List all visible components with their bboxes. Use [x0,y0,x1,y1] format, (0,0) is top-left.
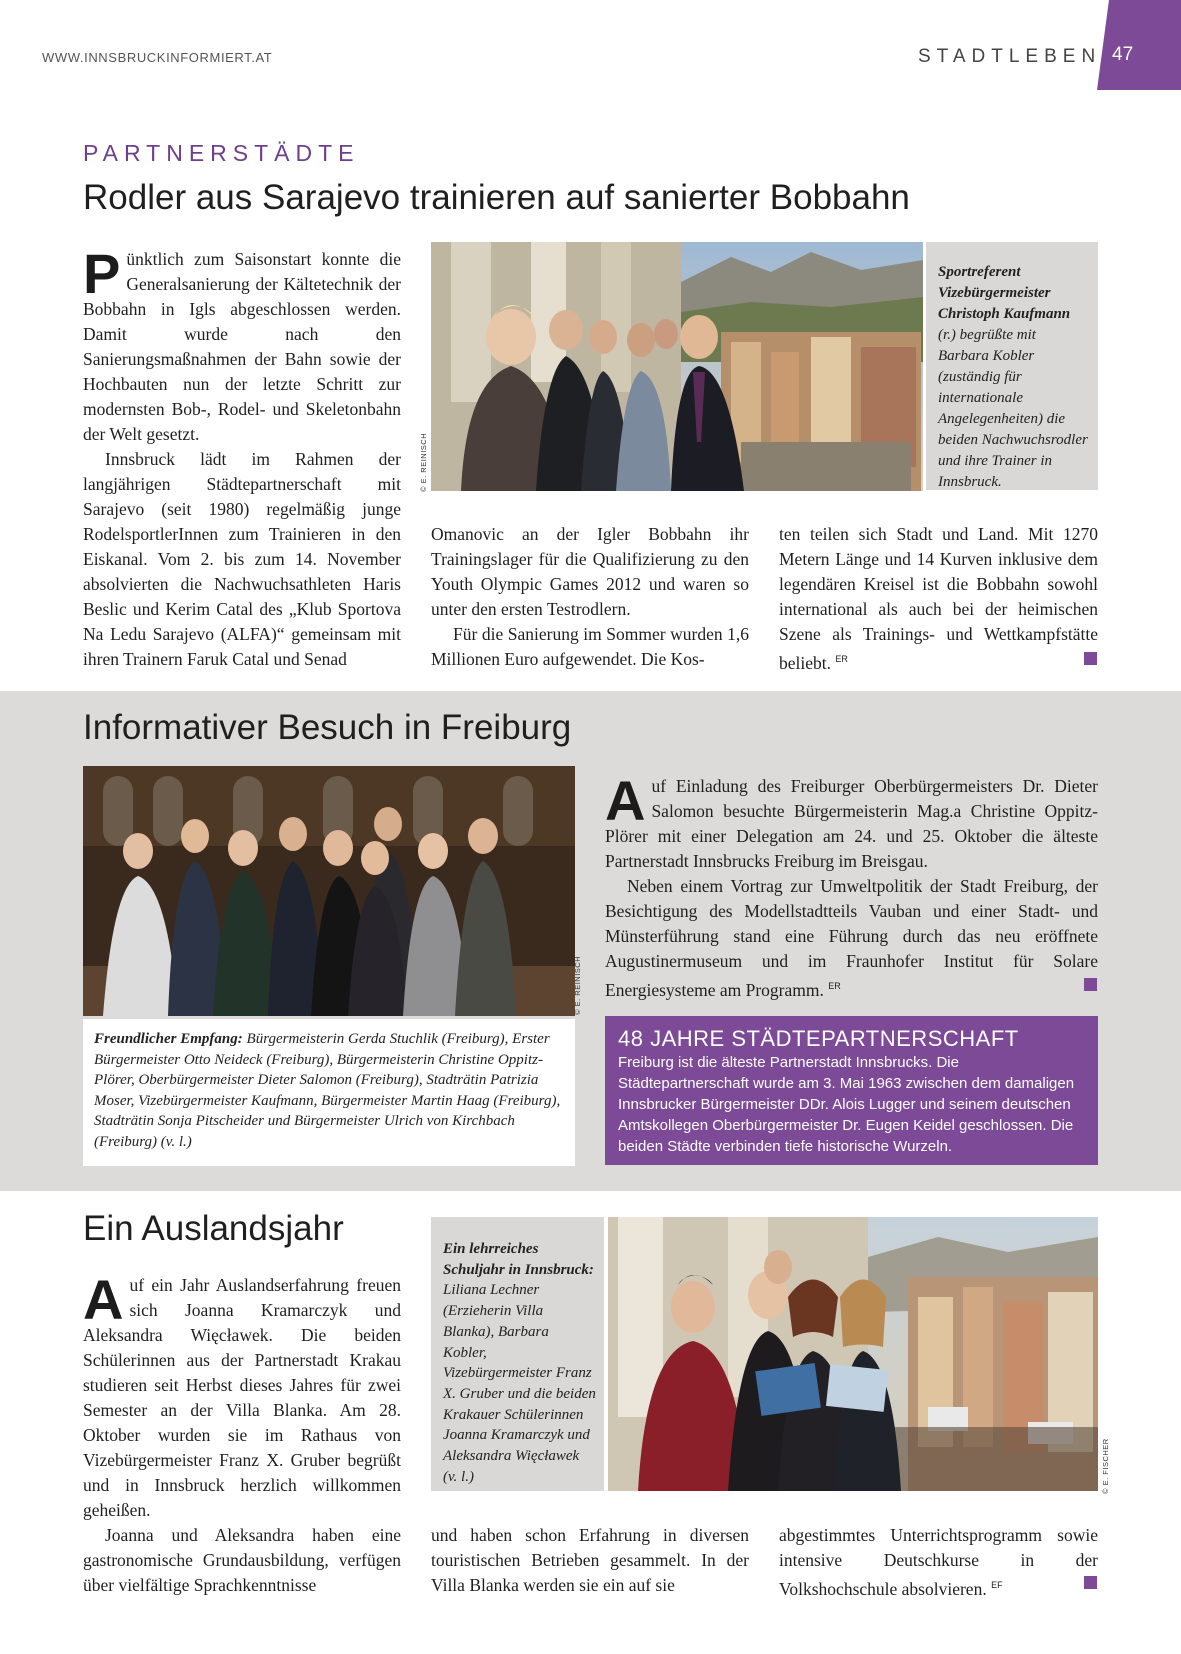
caption-box [431,1217,604,1491]
article3-paragraph-1: uf ein Jahr Auslandserfahrung freuen sich Joanna Kramarczyk und Aleksandra Więcławek. Die beiden Schülerinnen aus der Partnerstadt Krakau studieren seit Herbst dieses Jahres für zwei Semester an der Villa Blanka. Am 28. Oktober wurden sie im Rathaus von Vizebürgermeister Franz X. Gruber begrüßt und in Innsbruck herzlich willkommen geheißen. [83,1275,401,1520]
caption-text: Bürgermeisterin Gerda Stuchlik (Freiburg), Erster Bürgermeister Otto Neideck (Freiburg), Bürgermeisterin Christine Oppitz-Plörer, Oberbürgermeister Dieter Salomon (Freiburg), Stadträtin Patrizia Moser, Vizebürgermeister Kaufmann, Bürgermeister Martin Haag (Freiburg), Stadträtin Sonja Pitscheider und Bürgermeister Ulrich von Kirchbach (Freiburg) (v. l.) [94,1031,561,1150]
freiburg-group-photo [83,766,575,1016]
caption-bold: Ein lehrreiches Schuljahr in Innsbruck: [443,1241,594,1278]
headline: Informativer Besuch in Freiburg [83,708,572,747]
info-box-title: 48 JAHRE STÄDTEPARTNERSCHAFT [618,1026,1019,1051]
article1-paragraph-4: Für die Sanierung im Sommer wurden 1,6 Millionen Euro aufgewendet. Die Kos- [431,624,749,669]
article1-paragraph-2: Innsbruck lädt im Rahmen der langjährigen Städtepartnerschaft mit Sarajevo (seit 1980) regelmäßig junge RodelsportlerInnen zum Trainieren in den Eiskanal. Vom 2. bis zum 14. November absolvierten die Nachwuchsathleten Haris Beslic und Kerim Catal des „Klub Sportova Na Ledu Sarajevo (ALFA)“ gemeinsam mit ihren Trainern Faruk Catal und Senad [83,449,401,669]
caption-text: Liliana Lechner (Erzieherin Villa Blanka), Barbara Kobler, Vizebürgermeister Franz X. Gruber und die beiden Krakauer Schülerinnen Joanna Kramarczyk und Aleksandra Więcławek (v. l.) [443,1282,596,1485]
end-mark [1084,1576,1097,1589]
author-sign: ER [835,654,848,664]
article1-column-3 [779,522,1098,676]
photo-credit: © E. REINISCH [419,432,428,492]
page-tab [1097,0,1181,90]
site-url: WWW.INNSBRUCKINFORMIERT.AT [42,50,273,65]
caption-box [926,242,1098,490]
article1-column-2 [431,522,749,672]
author-sign: EF [991,1580,1003,1590]
end-mark [1084,978,1097,991]
article3-column-1 [83,1268,401,1598]
article1-paragraph-1: ünktlich zum Saisonstart konnte die Generalsanierung der Kältetechnik der Bobbahn in Igls abgeschlossen werden. Damit wurde nach den Sanierungsmaßnahmen der Bahn sowie der Hochbauten nun der letzte Schritt zur modernsten Bob-, Rodel- und Skeletonbahn der Welt gesetzt. [83,249,401,444]
article3-paragraph-3: und haben schon Erfahrung in diversen touristischen Betrieben gesammelt. In der Villa Blanka werden sie ein auf sie [431,1525,749,1595]
photo-caption [926,242,1098,493]
article2-paragraph-1: uf Einladung des Freiburger Oberbürgermeisters Dr. Dieter Salomon besuchte Bürgermeisterin Mag.a Christine Oppitz-Plörer mit einer Delegation am 24. und 25. Oktober die älteste Partnerstadt Innsbrucks Freiburg im Breisgau. [605,776,1098,871]
photo-caption [83,1019,575,1152]
article3-column-2 [431,1523,749,1598]
headline: Rodler aus Sarajevo trainieren auf sanierter Bobbahn [83,178,910,217]
caption-box [83,1019,575,1166]
bobbahn-group-photo [431,242,923,491]
article2-body [605,769,1098,1003]
article1-paragraph-3: Omanovic an der Igler Bobbahn ihr Trainingslager für die Qualifizierung zu den Youth Olympic Games 2012 und waren so unter den ersten Testrodlern. [431,524,749,619]
article2-paragraph-2: Neben einem Vortrag zur Umweltpolitik der Stadt Freiburg, der Besichtigung des Modellstadtteils Vauban und einer Stadt- und Münsterführung stand eine Führung durch das neu eröffnete Augustinermuseum und im Fraunhofer Institut für Solare Energiesysteme am Programm. [605,876,1098,1000]
info-box-text: Freiburg ist die älteste Partnerstadt Innsbrucks. Die Städtepartnerschaft wurde am 3. Mai 1963 zwischen dem damaligen Innsbrucker Bürgermeister DDr. Alois Lugger und seinem deutschen Amtskollegen Oberbürgermeister Dr. Eugen Keidel geschlossen. Die beiden Städte verbinden tiefe historische Wurzeln. [618,1054,1075,1155]
dropcap: A [83,1268,124,1331]
article3-paragraph-4: abgestimmtes Unterrichtsprogramm sowie intensive Deutschkurse in der Volkshochschule absolvieren. [779,1525,1098,1599]
article3-column-3 [779,1523,1098,1602]
caption-bold: Freundlicher Empfang: [94,1031,243,1047]
auslandsjahr-group-photo [608,1217,1098,1491]
photo-credit: © E. FISCHER [1101,1438,1110,1494]
kicker: PARTNERSTÄDTE [83,140,360,166]
caption-bold: Sportreferent Vizebürgermeister Christoph Kaufmann [938,264,1071,322]
dropcap: P [83,242,121,305]
photo-caption [431,1217,604,1487]
article1-column-1 [83,242,401,672]
dropcap: A [605,769,646,832]
section-title: STADTLEBEN [918,46,1102,67]
info-box [605,1016,1098,1165]
author-sign: ER [828,981,841,991]
caption-text: (r.) begrüßte mit Barbara Kobler (zuständig für internationale Angelegenheiten) die beiden Nachwuchsrodler und ihre Trainer in Innsbruck. [938,327,1088,490]
page-number: 47 [1112,44,1134,65]
article3-paragraph-2: Joanna und Aleksandra haben eine gastronomische Grundausbildung, verfügen über vielfältige Sprachkenntnisse [83,1525,401,1595]
end-mark [1084,652,1097,665]
photo-credit: © E. REINISCH [573,955,582,1015]
article1-paragraph-5: ten teilen sich Stadt und Land. Mit 1270 Metern Länge und 14 Kurven inklusive dem legendären Kreisel ist die Bobbahn sowohl international als auch bei der heimischen Szene als Trainings- und Wettkampfstätte beliebt. [779,524,1098,673]
headline: Ein Auslandsjahr [83,1209,344,1248]
